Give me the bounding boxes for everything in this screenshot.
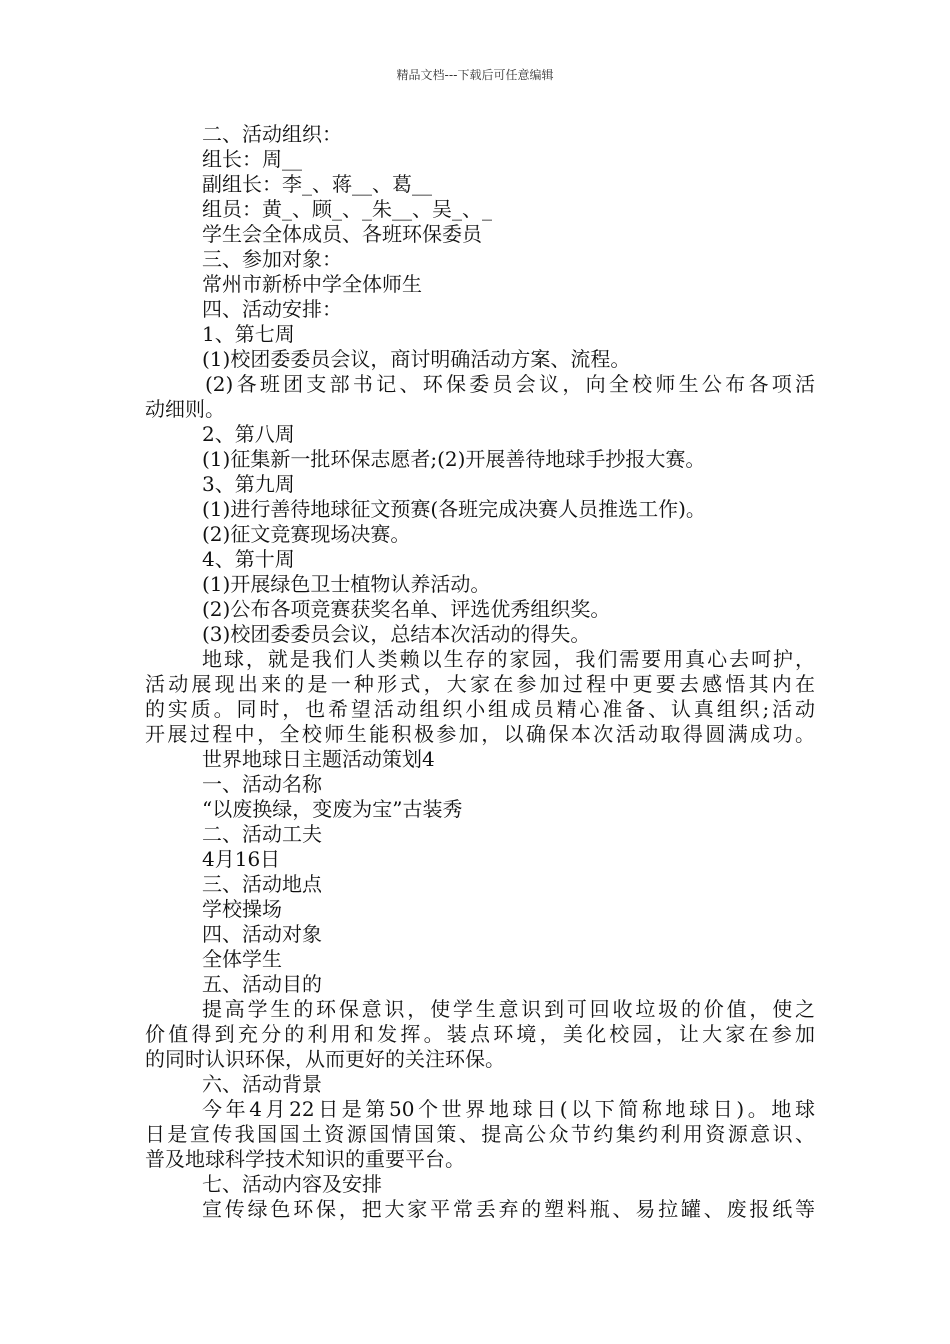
text-line: 七、活动内容及安排 (202, 1172, 382, 1196)
document-body (145, 122, 815, 1222)
text-line: 的实质。同时，也希望活动组织小组成员精心准备、认真组织;活动 (145, 697, 815, 721)
text-line: “以废换绿，变废为宝”古装秀 (202, 797, 463, 821)
text-line: 二、活动组织： (202, 122, 342, 146)
text-line: (3)校团委委员会议，总结本次活动的得失。 (202, 622, 591, 646)
text-line: 4、第十周 (202, 547, 295, 571)
text-line: 2、第八周 (202, 422, 295, 446)
text-line: (1)征集新一批环保志愿者;(2)开展善待地球手抄报大赛。 (202, 447, 706, 471)
text-line: 开展过程中，全校师生能积极参加，以确保本次活动取得圆满成功。 (145, 722, 815, 746)
text-line: 组长：周__ (202, 147, 302, 171)
text-line: 常州市新桥中学全体师生 (202, 272, 422, 296)
text-line: 四、活动安排： (202, 297, 342, 321)
text-line: 五、活动目的 (202, 972, 322, 996)
text-line: 日是宣传我国国土资源国情国策、提高公众节约集约利用资源意识、 (145, 1122, 815, 1146)
text-line: (2)各班团支部书记、环保委员会议，向全校师生公布各项活 (205, 372, 815, 396)
text-line: 价值得到充分的利用和发挥。装点环境，美化校园，让大家在参加 (145, 1022, 815, 1046)
text-line: 六、活动背景 (202, 1072, 322, 1096)
section-title: 世界地球日主题活动策划4 (202, 747, 435, 771)
page-header: 精品文档---下载后可任意编辑 (396, 68, 554, 82)
text-line: 宣传绿色环保，把大家平常丢弃的塑料瓶、易拉罐、废报纸等 (202, 1197, 815, 1221)
text-line: 组员：黄_、顾_、_朱__、吴_、_ (202, 197, 492, 221)
text-line: 提高学生的环保意识，使学生意识到可回收垃圾的价值，使之 (202, 997, 815, 1021)
text-line: 4月16日 (202, 847, 281, 871)
text-line: 普及地球科学技术知识的重要平台。 (145, 1147, 465, 1171)
text-line: 副组长：李_、蒋__、葛__ (202, 172, 432, 196)
text-line: 活动展现出来的是一种形式，大家在参加过程中更要去感悟其内在 (145, 672, 815, 696)
text-line: 四、活动对象 (202, 922, 322, 946)
text-line: (1)校团委委员会议，商讨明确活动方案、流程。 (202, 347, 631, 371)
text-line: (2)征文竞赛现场决赛。 (202, 522, 411, 546)
text-line: 二、活动工夫 (202, 822, 322, 846)
text-line: 1、第七周 (202, 322, 295, 346)
text-line: 地球，就是我们人类赖以生存的家园，我们需要用真心去呵护， (202, 647, 815, 671)
text-line: 全体学生 (202, 947, 282, 971)
text-line: (1)进行善待地球征文预赛(各班完成决赛人员推选工作)。 (202, 497, 706, 521)
text-line: 学校操场 (202, 897, 282, 921)
text-line: 三、活动地点 (202, 872, 322, 896)
text-line: 一、活动名称 (202, 772, 322, 796)
text-line: 三、参加对象： (202, 247, 342, 271)
text-line: (2)公布各项竞赛获奖名单、评选优秀组织奖。 (202, 597, 611, 621)
text-line: 3、第九周 (202, 472, 295, 496)
text-line: 学生会全体成员、各班环保委员 (202, 222, 482, 246)
text-line: 的同时认识环保，从而更好的关注环保。 (145, 1047, 505, 1071)
text-line: (1)开展绿色卫士植物认养活动。 (202, 572, 491, 596)
text-line: 动细则。 (145, 397, 225, 421)
text-line: 今年4月22日是第50个世界地球日(以下简称地球日)。地球 (202, 1097, 815, 1121)
